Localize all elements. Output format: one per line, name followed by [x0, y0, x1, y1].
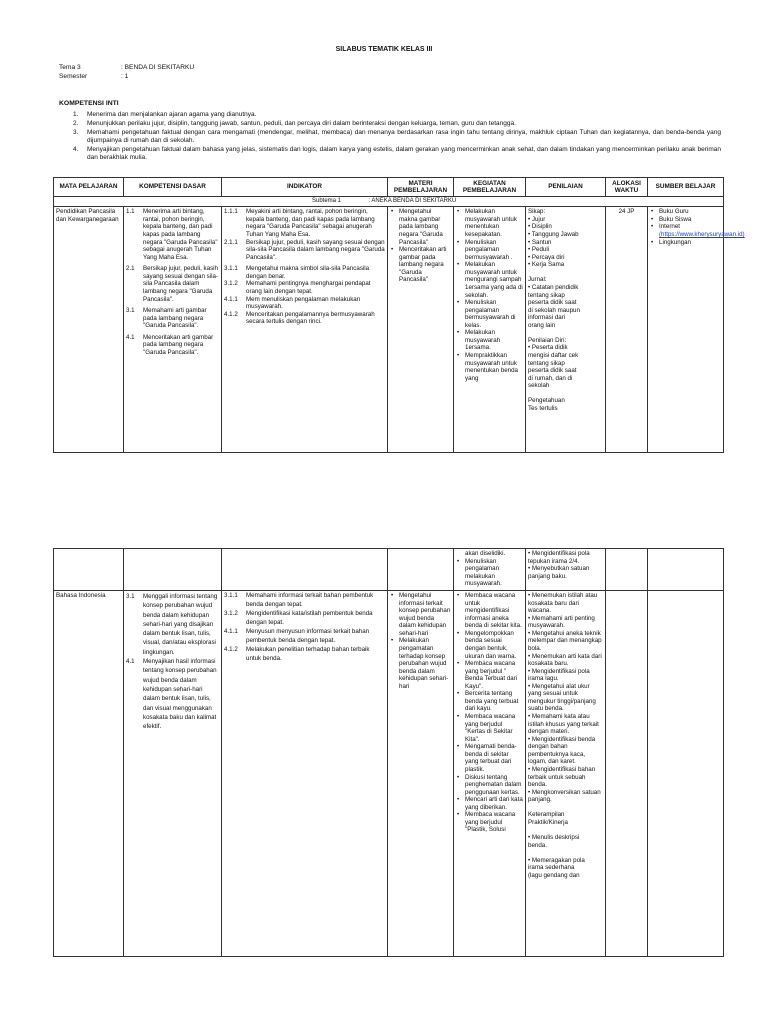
indikator-num: 4.1.2: [224, 310, 238, 318]
kd-item: [126, 592, 219, 657]
alokasi-cell: 24 JP: [606, 207, 648, 453]
kegiatan-text: Mengelompokkan benda sesuai dengan bentuk, ukuran dan warna.: [465, 629, 517, 660]
kd-text: Memahami arti gambar pada lambang negara "Garuda Pancasila".: [143, 307, 207, 330]
kd-cell: [124, 207, 222, 453]
bullet-icon: •: [457, 299, 460, 307]
kegiatan-item: [456, 811, 523, 834]
indikator-item: [224, 239, 385, 262]
kegiatan-cell: [454, 207, 526, 453]
table-row: [54, 591, 724, 957]
indikator-cell: [222, 207, 388, 453]
indikator-text: Memahami informasi terkait bahan pembentuk benda dengan tepat.: [246, 592, 374, 608]
header-materi: MATERI PEMBELAJARAN: [388, 178, 454, 197]
indikator-text: Melakukan penelitian terhadap bahan terbaik untuk benda.: [246, 645, 370, 662]
kegiatan-text: Mencari arti dari kata yang diberikan.: [465, 796, 523, 811]
meta-label: Semester: [59, 73, 88, 80]
bullet-icon: •: [457, 557, 460, 565]
kegiatan-text: Membaca wacana yang berjudul "Plastik, Solusi: [465, 811, 516, 834]
sumber-cell: [648, 207, 745, 453]
kegiatan-item: [456, 239, 523, 262]
indikator-text: Mengetahui makna simbol sila-sila Pancasila dengan benar.: [246, 265, 370, 280]
kd-item: [126, 265, 219, 303]
bullet-icon: •: [457, 629, 460, 637]
ki-item: [59, 129, 721, 145]
indikator-item: [224, 208, 385, 238]
kd-item: [126, 334, 219, 357]
sumber-text: Buku Siswa: [659, 215, 692, 223]
kd-item: [126, 208, 219, 261]
ki-number: 1.: [73, 111, 79, 118]
bullet-icon: •: [457, 690, 460, 698]
materi-item: [390, 208, 451, 246]
ki-number: 2.: [73, 119, 79, 127]
bullet-icon: •: [457, 743, 460, 751]
kd-item: [126, 657, 219, 731]
subtema-label: Subtema 1: [312, 198, 342, 204]
ki-number: 3.: [73, 128, 79, 136]
kegiatan-text: akan diselidiki.: [465, 550, 506, 557]
indikator-text: Bersikap jujur, peduli, kasih sayang sesuai dengan sila-sila Pancasila dalam lambang negara "Garuda Pancasila".: [246, 238, 385, 261]
bullet-icon: •: [457, 238, 460, 246]
indikator-item: [224, 311, 385, 326]
kegiatan-text: Melakukan musyawarah untuk mengurangi sampah 1ersama yang ada di sekolah.: [465, 261, 523, 299]
bullet-icon: •: [391, 246, 394, 254]
materi-text: Melakukan pengamatan terhadap konsep perubahan wujud benda dalam kehidupan sehari-hari: [399, 637, 449, 690]
kd-num: 1.1: [126, 208, 135, 216]
penilaian-cell: • Mengidentifikasi pola tepukan irama 2/4. • Menyebutkan satuan panjang baku.: [526, 549, 606, 591]
kegiatan-text: Menuliskan pengalaman bermusyawarah di kelas.: [465, 299, 516, 329]
kegiatan-item: [456, 713, 523, 743]
ki-number: 4.: [73, 145, 79, 153]
penilaian-cell: • Menemukan istilah atau kosakata baru dari wacana. • Memahami arti penting musyawarah. • Mengetahui aneka teknik melempar dan menangkap bola. • Menemukan arti kata dari kosakata baru. • Mengidentifikasi pola irama lagu. • Mengetahui alat ukur yang sesuai untuk mengukur tinggi/panjang suatu benda. • Memahami kata atau istilah khusus yang terkait dengan materi. • Mengidentifikasi benda dengan bahan pembentuknya kaca, logam, dan karet. • Mengidentifikasi bahan terbaik untuk sebuah benda. • Mengkonversikan satuan panjang. Keterampilan Praktik/Kinerja • Menulis deskripsi benda. • Memeragakan pola irama sederhana (lagu gendang dan: [526, 591, 606, 957]
continuation-row: [54, 549, 724, 591]
kd-num: 2.1: [126, 265, 135, 273]
indikator-num: 2.1.1: [224, 238, 238, 246]
bullet-icon: •: [391, 592, 394, 599]
table-header-row: [54, 178, 724, 197]
kegiatan-item: [456, 299, 523, 329]
meta-tema: [59, 64, 194, 73]
kegiatan-item: [456, 690, 523, 713]
kegiatan-item: [456, 592, 523, 630]
kegiatan-text: Diskusi tentang penghematan dalam penggunaan kertas.: [465, 773, 522, 796]
indikator-num: 3.1.2: [224, 280, 238, 288]
header-sumber: SUMBER BELAJAR: [648, 178, 724, 197]
bullet-icon: •: [457, 329, 460, 337]
bullet-icon: •: [457, 811, 460, 819]
indikator-item: [224, 628, 385, 646]
header-indikator: INDIKATOR: [222, 178, 388, 197]
materi-text: Mengetahui informasi terkait konsep perubahan wujud benda dalam kehidupan sehari-hari: [399, 592, 451, 637]
kd-text: Menyajikan hasil informasi tentang konsep perubahan wujud benda dalam kehidupan sehari-hari dalam bentuk lisan, tulis, dan visual menggunakan kosakata baku dan kalimat efektif.: [143, 658, 217, 731]
indikator-item: [224, 592, 385, 610]
kegiatan-item: [456, 208, 523, 238]
indikator-num: 1.1.1: [224, 208, 238, 216]
meta-semester: [59, 73, 194, 82]
ki-item: [59, 111, 721, 119]
ki-list: [59, 111, 721, 163]
kegiatan-text: Melakukan musyawarah untuk menentukan kesepakatan.: [465, 208, 517, 238]
bullet-icon: •: [457, 261, 460, 269]
indikator-item: [224, 280, 385, 295]
kd-text: Bersikap jujur, peduli, kasih sayang sesuai dengan sila-sila Pancasila dalam lambang negara "Garuda Pancasila".: [143, 265, 218, 303]
bullet-icon: •: [457, 713, 460, 720]
indikator-num: 3.1.1: [224, 592, 238, 599]
kegiatan-cell: [454, 549, 526, 591]
meta-value: : 1: [121, 73, 129, 80]
indikator-num: 3.1.1: [224, 265, 238, 273]
materi-item: [390, 246, 451, 284]
kegiatan-text: Mempraktikkan musyawarah untuk menentukan benda yang: [465, 352, 518, 382]
header-alokasi: ALOKASI WAKTU: [606, 178, 648, 197]
kd-num: 4.1: [126, 658, 135, 666]
kegiatan-item: [456, 796, 523, 811]
header-penilaian: PENILAIAN: [526, 178, 606, 197]
sumber-text: Buku Guru: [659, 208, 689, 216]
kegiatan-cell: [454, 591, 526, 957]
indikator-num: 4.1.1: [224, 627, 238, 635]
materi-item: [390, 637, 451, 690]
sumber-item: [650, 223, 745, 238]
kegiatan-item: [456, 660, 523, 690]
indikator-item: [224, 646, 385, 664]
alokasi-cell: [606, 591, 648, 957]
indikator-item: [224, 610, 385, 628]
subject-cell: Pendidikan Pancasila dan Kewarganegaraan: [54, 207, 124, 453]
indikator-text: Mengidentifikasi kata/istilah pembentuk benda dengan tepat.: [246, 609, 373, 626]
kegiatan-text: Bercerita tentang benda yang terbuat dari kayu.: [465, 690, 519, 713]
bullet-icon: •: [651, 208, 654, 216]
kegiatan-item: [456, 743, 523, 773]
kegiatan-item: [456, 558, 523, 588]
subtema-row: [54, 197, 724, 207]
indikator-item: [224, 265, 385, 280]
bullet-icon: •: [391, 208, 394, 216]
kd-item: [126, 307, 219, 330]
bullet-icon: •: [457, 208, 460, 216]
ki-heading: KOMPETENSI INTI: [59, 100, 119, 107]
kd-num: 3.1: [126, 307, 135, 315]
bullet-icon: •: [457, 592, 460, 599]
kegiatan-item: [456, 630, 523, 660]
kegiatan-text: Mengamati benda-benda di sekitar yang terbuat dari plastik.: [465, 743, 517, 773]
indikator-num: 3.1.2: [224, 609, 238, 617]
kegiatan-text: Membaca wacana yang berjudul " Benda Terbuat dari Kayu".: [465, 660, 518, 690]
materi-text: Menceritakan arti gambar pada lambang negara "Garuda Pancasila": [399, 246, 447, 284]
kegiatan-item: [456, 329, 523, 352]
indikator-text: Memahami pentingnya menghargai pendapat orang lain dengan tepat.: [246, 280, 371, 295]
indikator-num: 4.1.2: [224, 645, 238, 653]
kegiatan-text: Menuliskan pengalaman melakukan musyawarah.: [465, 557, 502, 588]
meta-block: [59, 64, 194, 82]
ki-text: Menunjukkan perilaku jujur, disiplin, tanggung jawab, santun, peduli, dan percaya diri dalam berinteraksi dengan keluarga, teman, guru dan tetangga.: [87, 119, 516, 127]
bullet-icon: •: [651, 223, 654, 231]
indikator-text: Meyakini arti bintang, rantai, pohon beringin, kepala banteng, dan padi kapas pada lambang negara "Garuda Pancasila" sebagai anugerah Tuhan Yang Maha Esa.: [246, 208, 375, 238]
meta-label: Tema 3: [59, 64, 81, 71]
kd-num: 4.1: [126, 333, 135, 341]
ki-item: [59, 120, 721, 128]
bullet-icon: •: [457, 352, 460, 359]
bullet-icon: •: [457, 796, 460, 804]
header-mata-pelajaran: MATA PELAJARAN: [54, 178, 124, 197]
kd-num: 3.1: [126, 593, 135, 600]
kd-cell: [124, 591, 222, 957]
kegiatan-item: [456, 352, 523, 382]
sumber-item: [650, 208, 721, 216]
ki-text: Menyajikan pengetahuan faktual dalam bahasa yang jelas, sistematis dan logis, dalam karya yang estetis, dalam gerakan yang mencerminkan anak sehat, dan dalam tindakan yang mencerminkan perilaku anak beriman dan berakhlak mulia.: [87, 145, 721, 161]
ki-text: Memahami pengetahuan faktual dengan cara mengamati (mendengar, melihat, membaca) dan menanya berdasarkan rasa ingin tahu tentang dirinya, makhluk ciptaan Tuhan dan kegiatannya, dan benda-benda yang dijumpainya di rumah dan di sekolah.: [87, 128, 721, 144]
internet-link[interactable]: (https://www.kherysuryawan.id): [659, 231, 745, 238]
subject-cell: Bahasa Indonesia: [54, 591, 124, 957]
kegiatan-text: Membaca wacana untuk mengidentifikasi informasi aneka benda di sekitar kita.: [465, 592, 522, 630]
kegiatan-text: Membaca wacana yang berjudul "Kertas di Sekitar Kita".: [465, 713, 516, 743]
document-title: SILABUS TEMATIK KELAS III: [335, 46, 433, 53]
indikator-text: Mem menuliskan pengalaman melakukan musyawarah.: [246, 295, 361, 311]
materi-cell: [388, 591, 454, 957]
syllabus-table-page1: [53, 177, 745, 453]
indikator-text: Menyusun menyusun informasi terkait bahan pembentuk benda dengan tepat.: [246, 627, 370, 644]
sumber-text: Internet: [659, 223, 680, 231]
bullet-icon: •: [457, 660, 460, 668]
kegiatan-item: [456, 261, 523, 299]
materi-text: Mengetahui makna gambar pada lambang negara "Garuda Pancasila": [399, 208, 443, 246]
materi-cell: [388, 207, 454, 453]
sumber-cell: [648, 591, 724, 957]
kd-text: Menerima arti bintang, rantai, pohon beringin, kepala banteng, dan padi kapas pada lambang negara "Garuda Pancasila" sebagai anugerah Tuhan Yang Maha Esa.: [143, 208, 218, 261]
header-kompetensi-dasar: KOMPETENSI DASAR: [124, 178, 222, 197]
materi-item: [390, 592, 451, 637]
bullet-icon: •: [651, 238, 654, 246]
kd-text: Menceritakan arti gambar pada lambang negara "Garuda Pancasila".: [143, 333, 214, 356]
kegiatan-item: [456, 774, 523, 797]
indikator-num: 4.1.1: [224, 295, 238, 303]
meta-value: : BENDA DI SEKITARKU: [121, 64, 195, 71]
indikator-text: Menceritakan pengalamannya bermusyawarah secara tertulis dengan rinci.: [246, 310, 375, 326]
sumber-item: [650, 216, 721, 224]
header-kegiatan: KEGIATAN PEMBELAJARAN: [454, 178, 526, 197]
penilaian-cell: Sikap: • Jujur • Disiplin • Tanggung Jawab • Santun • Peduli • Percaya diri • Kerja Sama Jurnal: • Catatan pendidik tentang sikap peserta didik saat di sekolah maupun informasi dari orang lain Penilaian Diri: • Peserta didik mengisi daftar cek tentang sikap peserta didik saat di rumah, dan di sekolah Pengetahuan Tes tertulis: [526, 207, 606, 453]
kd-text: Menggali informasi tentang konsep perubahan wujud benda dalam kehidupan sehari-hari yang disajikan dalam bentuk lisan, tulis, visual, dan/atau eksplorasi lingkungan.: [143, 593, 218, 656]
subtema-value: : ANEKA BENDA DI SEKITARKU: [368, 198, 457, 204]
bullet-icon: •: [651, 215, 654, 223]
sumber-text: Lingkungan: [659, 238, 691, 246]
ki-text: Menerima dan menjalankan ajaran agama yang dianutnya.: [87, 111, 257, 118]
kegiatan-text: Melakukan musyawarah 1ersama.: [465, 329, 501, 352]
sumber-item: [650, 239, 721, 247]
syllabus-table-page2: [53, 548, 724, 957]
table-row: [54, 207, 724, 453]
kegiatan-text: Menuliskan pengalaman bermusyawarah .: [465, 238, 513, 261]
indikator-cell: [222, 591, 388, 957]
bullet-icon: •: [391, 637, 394, 645]
indikator-item: [224, 296, 385, 311]
bullet-icon: •: [457, 773, 460, 781]
ki-item: [59, 146, 721, 162]
